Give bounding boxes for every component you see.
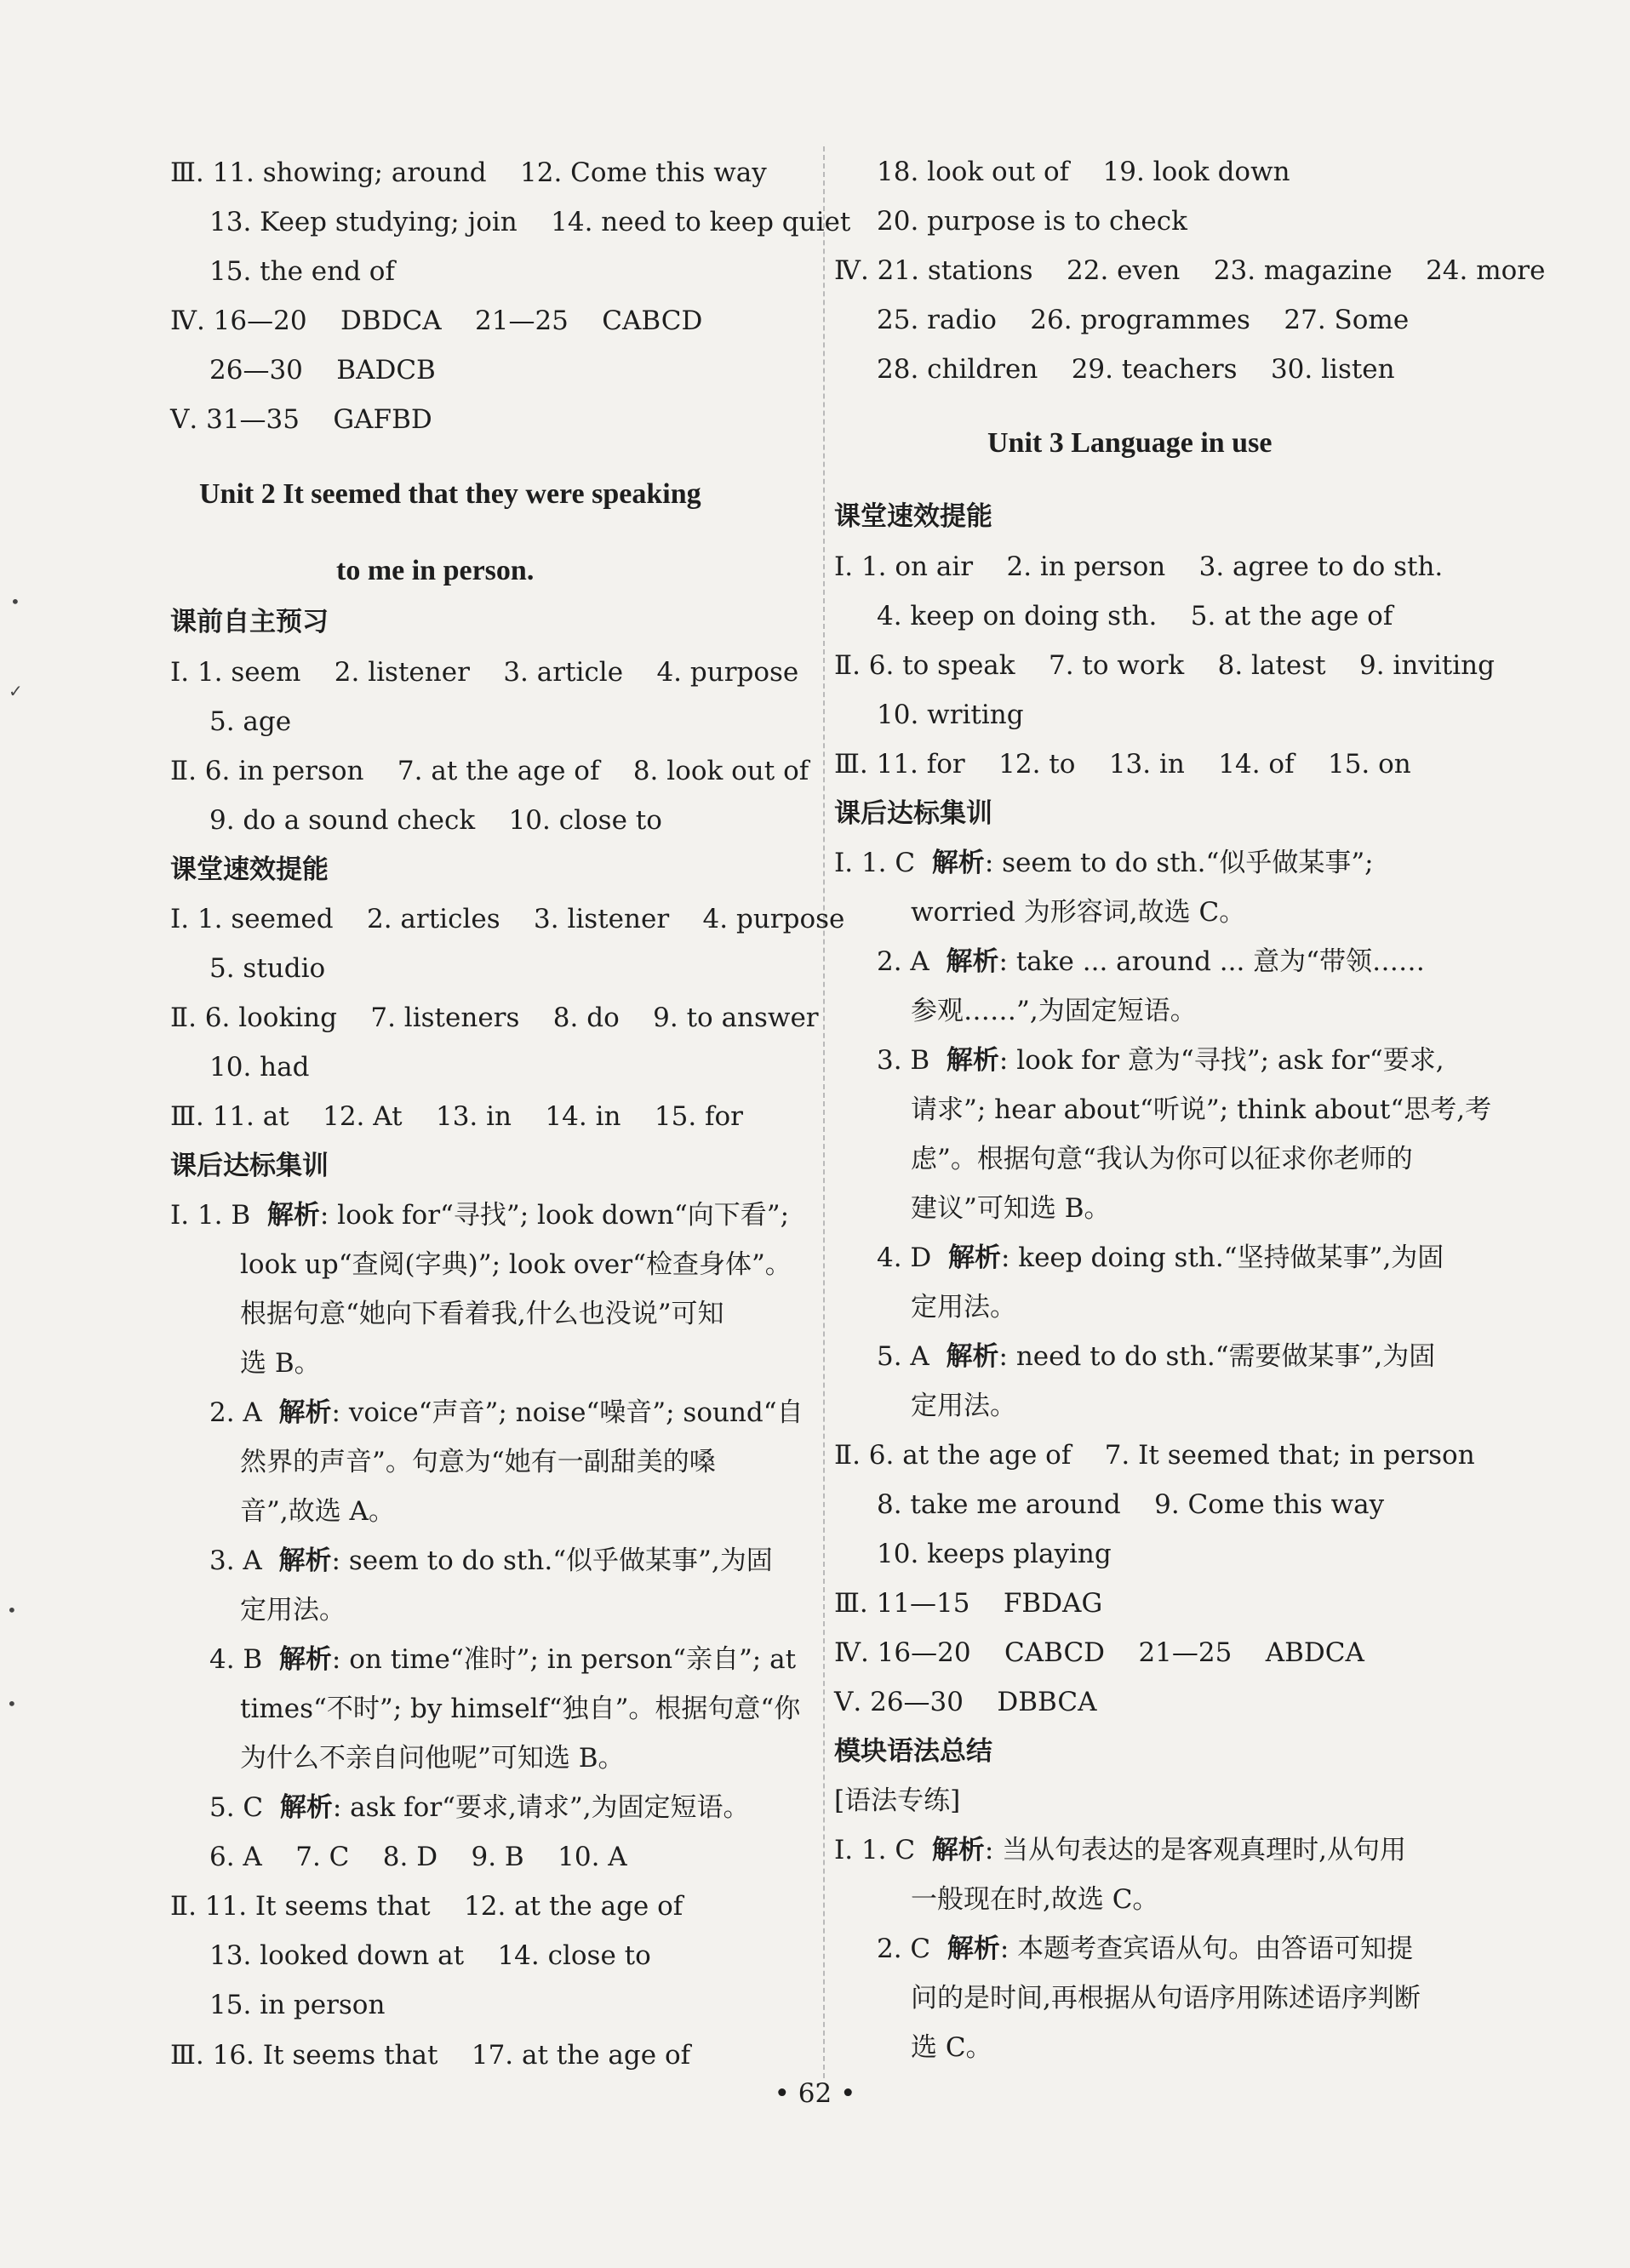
answer-line: Ⅴ. 31—35 GAFBD [170,404,432,435]
answer-explanation-line [877,1339,1435,1374]
section-heading: 课后达标集训 [834,798,992,828]
section-heading: 课后达标集训 [170,1151,329,1180]
scan-mark: • [7,1600,17,1620]
answer-line: 10. had [209,1052,310,1083]
page-number: • 62 • [774,2078,856,2109]
answer-line: Ⅱ. 6. in person 7. at the age of 8. look out of [170,756,809,786]
answer-line: 8. take me around 9. Come this way [877,1489,1385,1520]
answer-line: 28. children 29. teachers 30. listen [877,354,1395,385]
answer-number: 2. C [877,1934,947,1964]
analysis-text: : voice“声音”; noise“噪音”; sound“自 [331,1397,804,1428]
analysis-text: : 当从句表达的是客观真理时,从句用 [984,1835,1406,1865]
answer-line: Ⅲ. 11—15 FBDAG [834,1588,1103,1619]
answer-line: 10. writing [877,700,1024,730]
answer-explanation-line [209,1395,804,1431]
answer-explanation-line [209,1790,750,1825]
answer-line: 10. keeps playing [877,1539,1112,1569]
answer-line: Ⅱ. 11. It seems that 12. at the age of [170,1891,683,1922]
answer-line: 6. A 7. C 8. D 9. B 10. A [209,1842,627,1872]
answer-line: 请求”; hear about“听说”; think about“思考,考 [911,1094,1492,1125]
answer-explanation-line [834,1832,1406,1868]
analysis-text: : on time“准时”; in person“亲自”; at [331,1644,797,1675]
answer-line: 5. studio [209,953,326,984]
analysis-label: 解析 [931,848,985,877]
analysis-text: : look for“寻找”; look down“向下看”; [319,1200,790,1231]
answer-line: Ⅱ. 6. to speak 7. to work 8. latest 9. inviting [834,650,1495,681]
answer-line: 13. looked down at 14. close to [209,1940,651,1971]
section-heading: 课堂速效提能 [170,854,329,884]
analysis-text: : seem to do sth.“似乎做某事”,为固 [331,1545,773,1576]
answer-explanation-line [877,1931,1413,1967]
answer-line: 13. Keep studying; join 14. need to keep quiet [209,207,851,237]
analysis-label: 解析 [278,1644,332,1674]
answer-line: Ⅳ. 16—20 CABCD 21—25 ABDCA [834,1637,1364,1668]
answer-line: 9. do a sound check 10. close to [209,805,662,836]
analysis-label: 解析 [931,1835,985,1865]
answer-line: 定用法。 [240,1595,346,1625]
answer-line: 根据句意“她向下看着我,什么也没说”可知 [240,1299,724,1329]
analysis-label: 解析 [948,1243,1001,1272]
scan-mark: ✓ [9,681,23,701]
answer-line: 15. the end of [209,256,395,287]
answer-number: 3. B [877,1045,947,1076]
answer-line: Ⅲ. 16. It seems that 17. at the age of [170,2040,691,2071]
analysis-label: 解析 [278,1397,332,1427]
answer-line: 5. age [209,706,292,737]
analysis-label: 解析 [946,946,999,976]
answer-line: Ⅱ. 6. at the age of 7. It seemed that; in person [834,1440,1475,1471]
answer-line: look up“查阅(字典)”; look over“检查身体”。 [240,1249,792,1280]
answer-explanation-line [877,1240,1444,1276]
answer-line: worried 为形容词,故选 C。 [911,897,1246,928]
answer-line: Ⅳ. 21. stations 22. even 23. magazine 24. more [834,255,1546,286]
section-heading: 课前自主预习 [170,607,329,637]
answer-line: 18. look out of 19. look down [877,157,1290,187]
unit-heading: Unit 3 Language in use [987,427,1273,459]
answer-line: Ⅳ. 16—20 DBDCA 21—25 CABCD [170,306,703,336]
answer-line: 20. purpose is to check [877,206,1187,237]
answer-line: 25. radio 26. programmes 27. Some [877,305,1410,335]
answer-line: 建议”可知选 B。 [911,1193,1111,1224]
answer-explanation-line [209,1543,773,1579]
column-divider [823,146,825,2078]
answer-line: [语法专练] [834,1785,961,1816]
answer-line: Ⅲ. 11. showing; around 12. Come this way [170,157,767,188]
analysis-label: 解析 [946,1341,999,1371]
answer-explanation-line [834,845,1374,881]
scan-mark: • [7,1694,17,1714]
unit-heading: Unit 2 It seemed that they were speaking [199,478,701,510]
answer-line: 4. keep on doing sth. 5. at the age of [877,601,1393,631]
analysis-label: 解析 [278,1545,332,1575]
unit-heading: to me in person. [336,555,535,586]
answer-line: 定用法。 [911,1292,1016,1323]
answer-line: 参观……”,为固定短语。 [911,996,1197,1026]
answer-number: 4. D [877,1243,948,1273]
answer-line: Ⅱ. 6. looking 7. listeners 8. do 9. to answer [170,1003,819,1033]
answer-line: times“不时”; by himself“独自”。根据句意“你 [240,1694,801,1724]
answer-line: Ⅲ. 11. for 12. to 13. in 14. of 15. on [834,749,1411,780]
answer-line: 虑”。根据句意“我认为你可以征求你老师的 [911,1144,1413,1174]
answer-number: 5. A [877,1341,947,1372]
analysis-label: 解析 [946,1045,999,1075]
answer-explanation-line [170,1197,789,1233]
answer-line: Ⅰ. 1. on air 2. in person 3. agree to do sth. [834,551,1444,582]
answer-number: 2. A [209,1397,279,1428]
answer-number: Ⅰ. 1. C [834,848,932,878]
analysis-text: : ask for“要求,请求”,为固定短语。 [332,1792,750,1823]
answer-line: Ⅰ. 1. seem 2. listener 3. article 4. purpose [170,657,799,688]
answer-line: 26—30 BADCB [209,355,436,386]
answer-number: Ⅰ. 1. C [834,1835,932,1865]
answer-explanation-line [877,944,1425,980]
answer-number: 4. B [209,1644,279,1675]
scan-mark: • [10,591,20,612]
answer-number: Ⅰ. 1. B [170,1200,267,1231]
answer-line: 音”,故选 A。 [240,1496,395,1527]
analysis-label: 解析 [947,1934,1000,1963]
answer-number: 5. C [209,1792,280,1823]
answer-number: 3. A [209,1545,279,1576]
answer-line: 问的是时间,再根据从句语序用陈述语序判断 [911,1983,1421,2014]
section-heading: 模块语法总结 [834,1736,992,1766]
answer-number: 2. A [877,946,947,977]
answer-line: Ⅰ. 1. seemed 2. articles 3. listener 4. purpose [170,904,845,934]
answer-line: 选 C。 [911,2032,992,2063]
analysis-label: 解析 [279,1792,333,1822]
analysis-text: : need to do sth.“需要做某事”,为固 [998,1341,1436,1372]
answer-explanation-line [209,1642,796,1677]
analysis-text: : take ... around ... 意为“带领…… [998,946,1426,977]
answer-explanation-line [877,1043,1444,1078]
analysis-label: 解析 [266,1200,320,1230]
analysis-text: : 本题考查宾语从句。由答语可知提 [999,1934,1414,1964]
answer-line: 15. in person [209,1990,386,2020]
answer-line: 一般现在时,故选 C。 [911,1884,1159,1915]
answer-line: 然界的声音”。句意为“她有一副甜美的嗓 [240,1447,716,1477]
analysis-text: : look for 意为“寻找”; ask for“要求, [998,1045,1444,1076]
answer-line: 为什么不亲自问他呢”可知选 B。 [240,1743,625,1774]
answer-line: Ⅲ. 11. at 12. At 13. in 14. in 15. for [170,1101,743,1132]
answer-line: 定用法。 [911,1391,1016,1421]
analysis-text: : keep doing sth.“坚持做某事”,为固 [1001,1243,1444,1273]
answer-line: 选 B。 [240,1348,321,1379]
analysis-text: : seem to do sth.“似乎做某事”; [984,848,1374,878]
section-heading: 课堂速效提能 [834,501,992,531]
answer-line: Ⅴ. 26—30 DBBCA [834,1687,1097,1717]
